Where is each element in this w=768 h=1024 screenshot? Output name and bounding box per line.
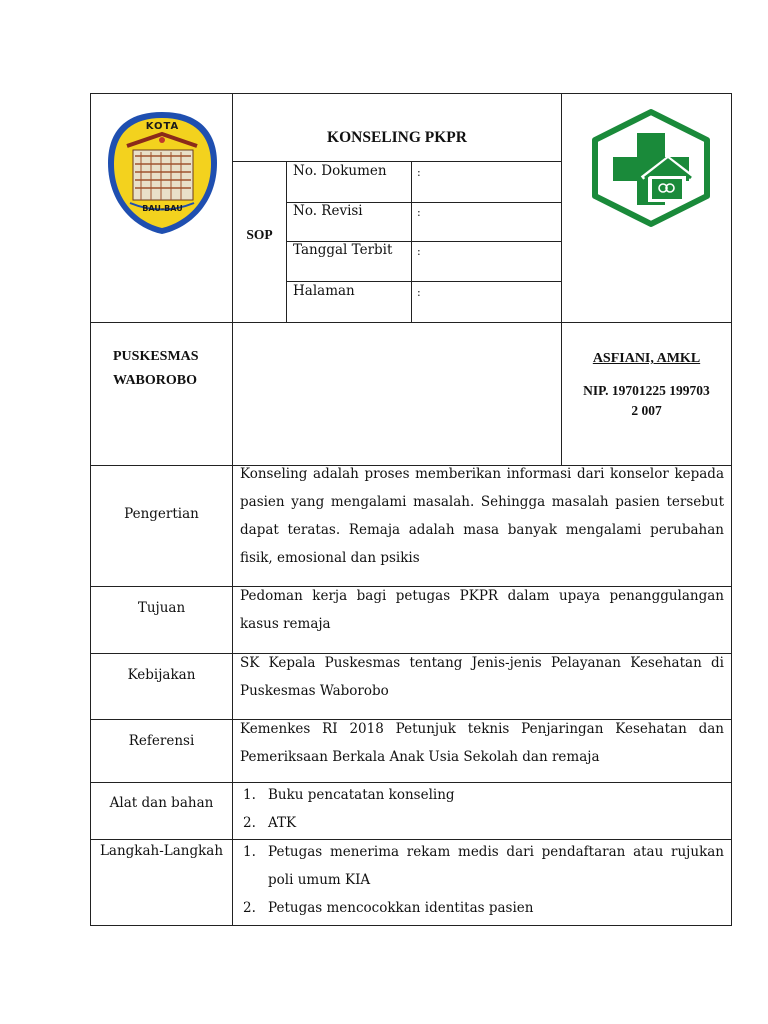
row-pengertian-label — [90, 465, 233, 587]
list-number: 2. — [243, 815, 256, 831]
row-alat-label — [90, 782, 233, 840]
label-kebijakan: Kebijakan — [127, 667, 196, 683]
field-colon: : — [417, 245, 421, 258]
org-blank-cell — [232, 322, 562, 466]
field-label-no-revisi: No. Revisi — [293, 203, 363, 219]
content-referensi: Kemenkes RI 2018 Petunjuk teknis Penjaringan Kesehatan dan Pemeriksaan Berkala Anak Usia Sekolah dan remaja — [240, 721, 724, 765]
list-number: 1. — [243, 844, 256, 860]
list-number: 1. — [243, 787, 256, 803]
label-tujuan: Tujuan — [137, 600, 186, 616]
label-referensi: Referensi — [128, 733, 195, 749]
label-pengertian: Pengertian — [124, 506, 199, 522]
label-langkah-langkah: Langkah-Langkah — [99, 843, 224, 859]
field-value-3 — [411, 241, 562, 282]
row-tujuan-label — [90, 586, 233, 654]
signer-name: ASFIANI, AMKL — [592, 351, 701, 366]
health-cross-icon — [590, 108, 712, 228]
org-name-line2: WABOROBO — [113, 373, 198, 388]
content-tujuan: Pedoman kerja bagi petugas PKPR dalam upaya penanggulangan kasus remaja — [240, 588, 724, 632]
field-label-no-dokumen: No. Dokumen — [293, 163, 387, 179]
logo-top-text: KOTA — [145, 121, 180, 132]
field-value-2 — [411, 202, 562, 242]
content-kebijakan: SK Kepala Puskesmas tentang Jenis-jenis Pelayanan Kesehatan di Puskesmas Waborobo — [240, 655, 724, 699]
page-title: KONSELING PKPR — [327, 129, 467, 146]
field-label-tanggal-terbit: Tanggal Terbit — [293, 242, 393, 258]
content-pengertian: Konseling adalah proses memberikan informasi dari konselor kepada pasien yang mengalami masalah. Sehingga masalah pasien tersebut dapat teratas. Remaja adalah masa banyak mengalami perubahan fisik, emosional dan psikis — [240, 466, 724, 566]
list-item: Petugas menerima rekam medis dari pendaftaran atau rujukan poli umum KIA — [268, 844, 724, 888]
org-name-cell — [90, 322, 233, 466]
field-colon: : — [417, 286, 421, 299]
list-item: Petugas mencocokkan identitas pasien — [268, 900, 534, 916]
row-referensi-label — [90, 719, 233, 783]
row-kebijakan-label — [90, 653, 233, 720]
field-colon: : — [417, 166, 421, 179]
org-name-line1: PUSKESMAS — [113, 349, 199, 364]
list-item: Buku pencatatan konseling — [268, 787, 455, 803]
field-colon: : — [417, 206, 421, 219]
city-logo — [105, 108, 220, 236]
label-alat-dan-bahan: Alat dan bahan — [109, 795, 214, 811]
logo-bottom-text: BAU-BAU — [142, 204, 183, 213]
puskesmas-logo — [590, 108, 712, 228]
nip-line2: 2 007 — [631, 403, 662, 418]
list-item: ATK — [268, 815, 297, 831]
field-value-1 — [411, 161, 562, 203]
list-number: 2. — [243, 900, 256, 916]
field-label-halaman: Halaman — [293, 283, 355, 299]
field-value-4 — [411, 281, 562, 323]
nip-line1: NIP. 19701225 199703 — [583, 383, 710, 398]
sop-label: SOP — [246, 227, 273, 242]
